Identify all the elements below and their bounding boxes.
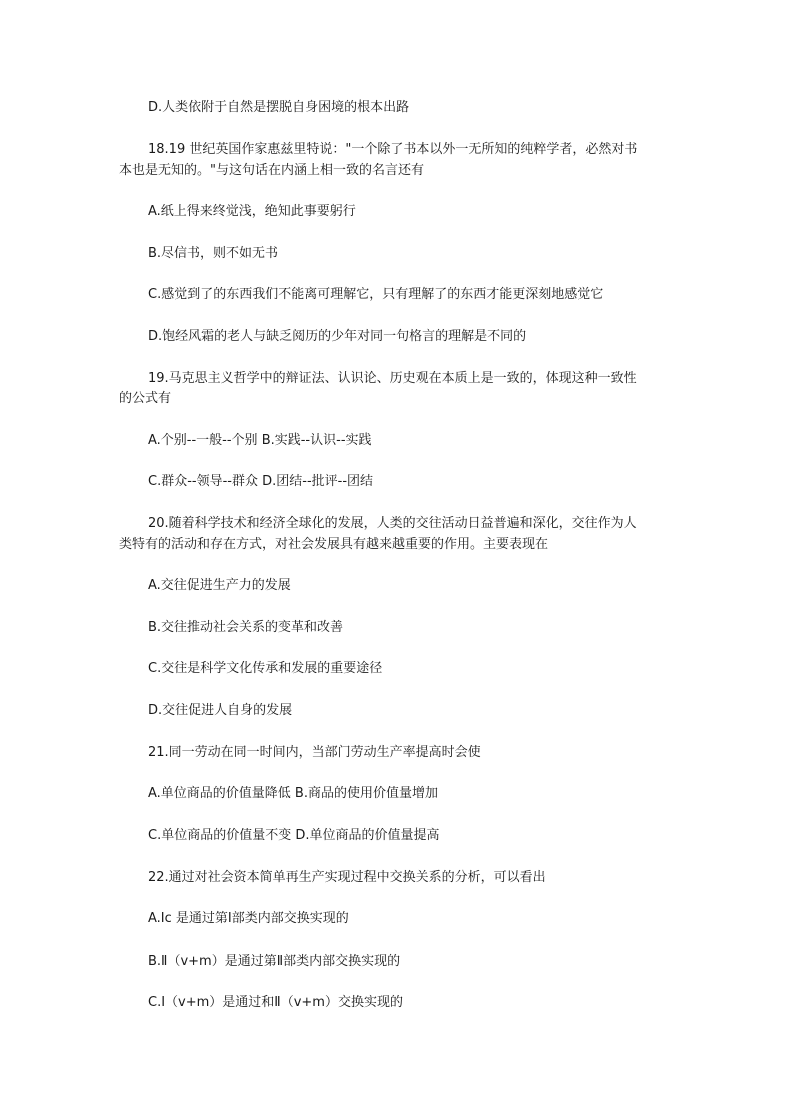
option-19-ab: A.个别--一般--个别 B.实践--认识--实践 (148, 433, 372, 448)
option-21-ab: A.单位商品的价值量降低 B.商品的使用价值量增加 (148, 786, 438, 801)
question-18: 18.19 世纪英国作家惠兹里特说："一个除了书本以外一无所知的纯粹学者，必然对书 (148, 142, 638, 157)
option-22-a: A.Ⅰc 是通过第Ⅰ部类内部交换实现的 (148, 911, 349, 926)
option-18-b: B.尽信书，则不如无书 (148, 246, 279, 261)
option-21-cd: C.单位商品的价值量不变 D.单位商品的价值量提高 (148, 828, 440, 843)
option-20-c: C.交往是科学文化传承和发展的重要途径 (148, 661, 383, 676)
question-21: 21.同一劳动在同一时间内，当部门劳动生产率提高时会使 (148, 745, 481, 760)
question-20: 20.随着科学技术和经济全球化的发展，人类的交往活动日益普遍和深化，交往作为人 (148, 516, 637, 531)
question-19-continued: 的公式有 (119, 391, 172, 406)
question-22: 22.通过对社会资本简单再生产实现过程中交换关系的分析，可以看出 (148, 870, 546, 885)
option-17-d: D.人类依附于自然是摆脱自身困境的根本出路 (148, 100, 410, 115)
option-18-c: C.感觉到了的东西我们不能离可理解它，只有理解了的东西才能更深刻地感觉它 (148, 287, 604, 302)
question-19: 19.马克思主义哲学中的辩证法、认识论、历史观在本质上是一致的，体现这种一致性 (148, 371, 637, 386)
question-20-continued: 类特有的活动和存在方式，对社会发展具有越来越重要的作用。主要表现在 (119, 537, 549, 552)
option-22-c: C.Ⅰ（v+m）是通过和Ⅱ（v+m）交换实现的 (148, 995, 403, 1010)
option-18-a: A.纸上得来终觉浅，绝知此事要躬行 (148, 204, 356, 219)
question-18-continued: 本也是无知的。"与这句话在内涵上相一致的名言还有 (119, 163, 424, 178)
option-20-a: A.交往促进生产力的发展 (148, 578, 291, 593)
option-18-d: D.饱经风霜的老人与缺乏阅历的少年对同一句格言的理解是不同的 (148, 329, 527, 344)
option-19-cd: C.群众--领导--群众 D.团结--批评--团结 (148, 474, 374, 489)
option-20-d: D.交往促进人自身的发展 (148, 703, 293, 718)
option-22-b: B.Ⅱ（v+m）是通过第Ⅱ部类内部交换实现的 (148, 954, 401, 969)
option-20-b: B.交往推动社会关系的变革和改善 (148, 620, 344, 635)
